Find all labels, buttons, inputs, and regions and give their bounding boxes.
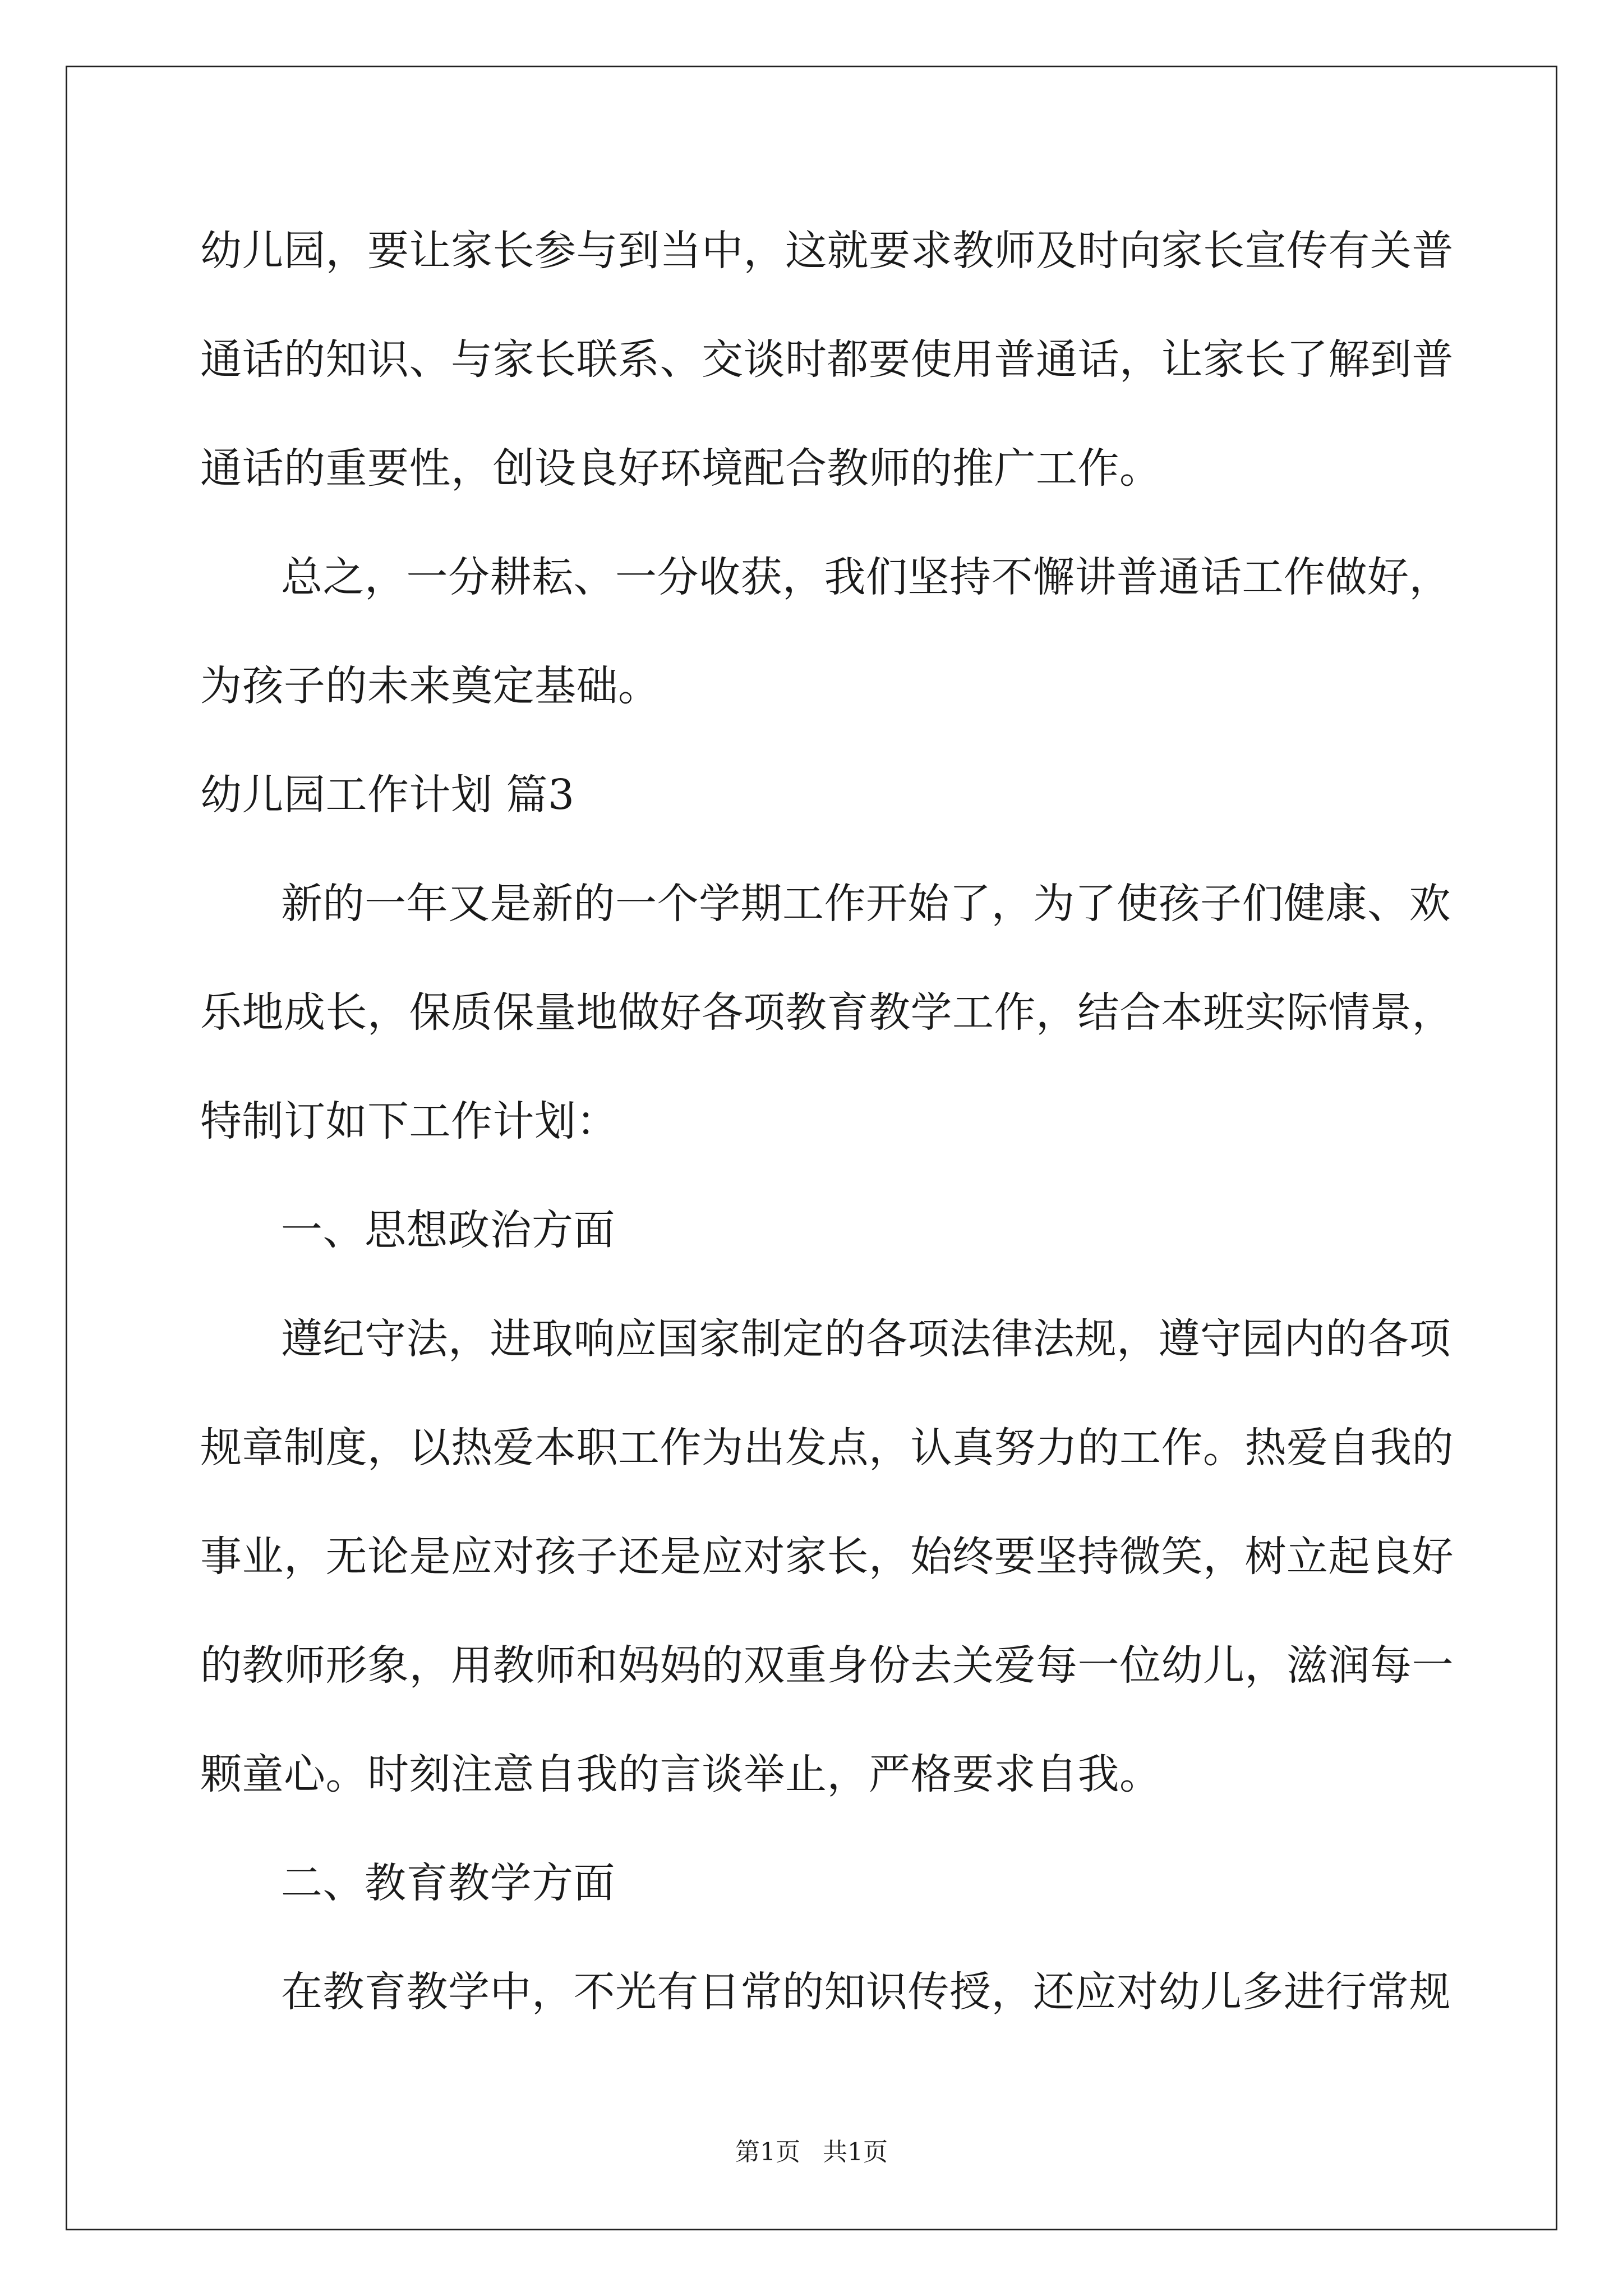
page-number: 第1页 [735,2138,800,2166]
page-total: 共1页 [823,2138,888,2166]
subsection-heading: 二、教育教学方面 [281,1859,615,1907]
paragraph-line: 在教育教学中，不光有日常的知识传授，还应对幼儿多进行常规 [281,1968,1451,2016]
subsection-heading: 一、思想政治方面 [281,1206,615,1254]
paragraph-line: 规章制度，以热爱本职工作为出发点，认真努力的工作。热爱自我的 [200,1424,1454,1472]
paragraph-line: 通话的知识、与家长联系、交谈时都要使用普通话，让家长了解到普 [200,335,1454,384]
section-heading: 幼儿园工作计划 篇3 [200,771,575,819]
paragraph-line: 为孩子的未来奠定基础。 [200,662,660,710]
paragraph-line: 遵纪守法，进取响应国家制定的各项法律法规，遵守园内的各项 [281,1315,1451,1363]
paragraph-line: 特制订如下工作计划： [200,1097,618,1145]
paragraph-line: 乐地成长，保质保量地做好各项教育教学工作，结合本班实际情景， [200,988,1454,1037]
paragraph-line: 新的一年又是新的一个学期工作开始了，为了使孩子们健康、欢 [281,880,1451,928]
paragraph-line: 通话的重要性，创设良好环境配合教师的推广工作。 [200,444,1161,493]
paragraph-line: 的教师形象，用教师和妈妈的双重身份去关爱每一位幼儿，滋润每一 [200,1641,1454,1690]
paragraph-line: 颗童心。时刻注意自我的言谈举止，严格要求自我。 [200,1750,1161,1798]
page-footer [0,2132,1623,2168]
paragraph-line: 幼儿园，要让家长参与到当中，这就要求教师及时向家长宣传有关普 [200,227,1454,275]
paragraph-line: 事业，无论是应对孩子还是应对家长，始终要坚持微笑，树立起良好 [200,1533,1454,1581]
paragraph-line: 总之，一分耕耘、一分收获，我们坚持不懈讲普通话工作做好， [281,553,1451,601]
